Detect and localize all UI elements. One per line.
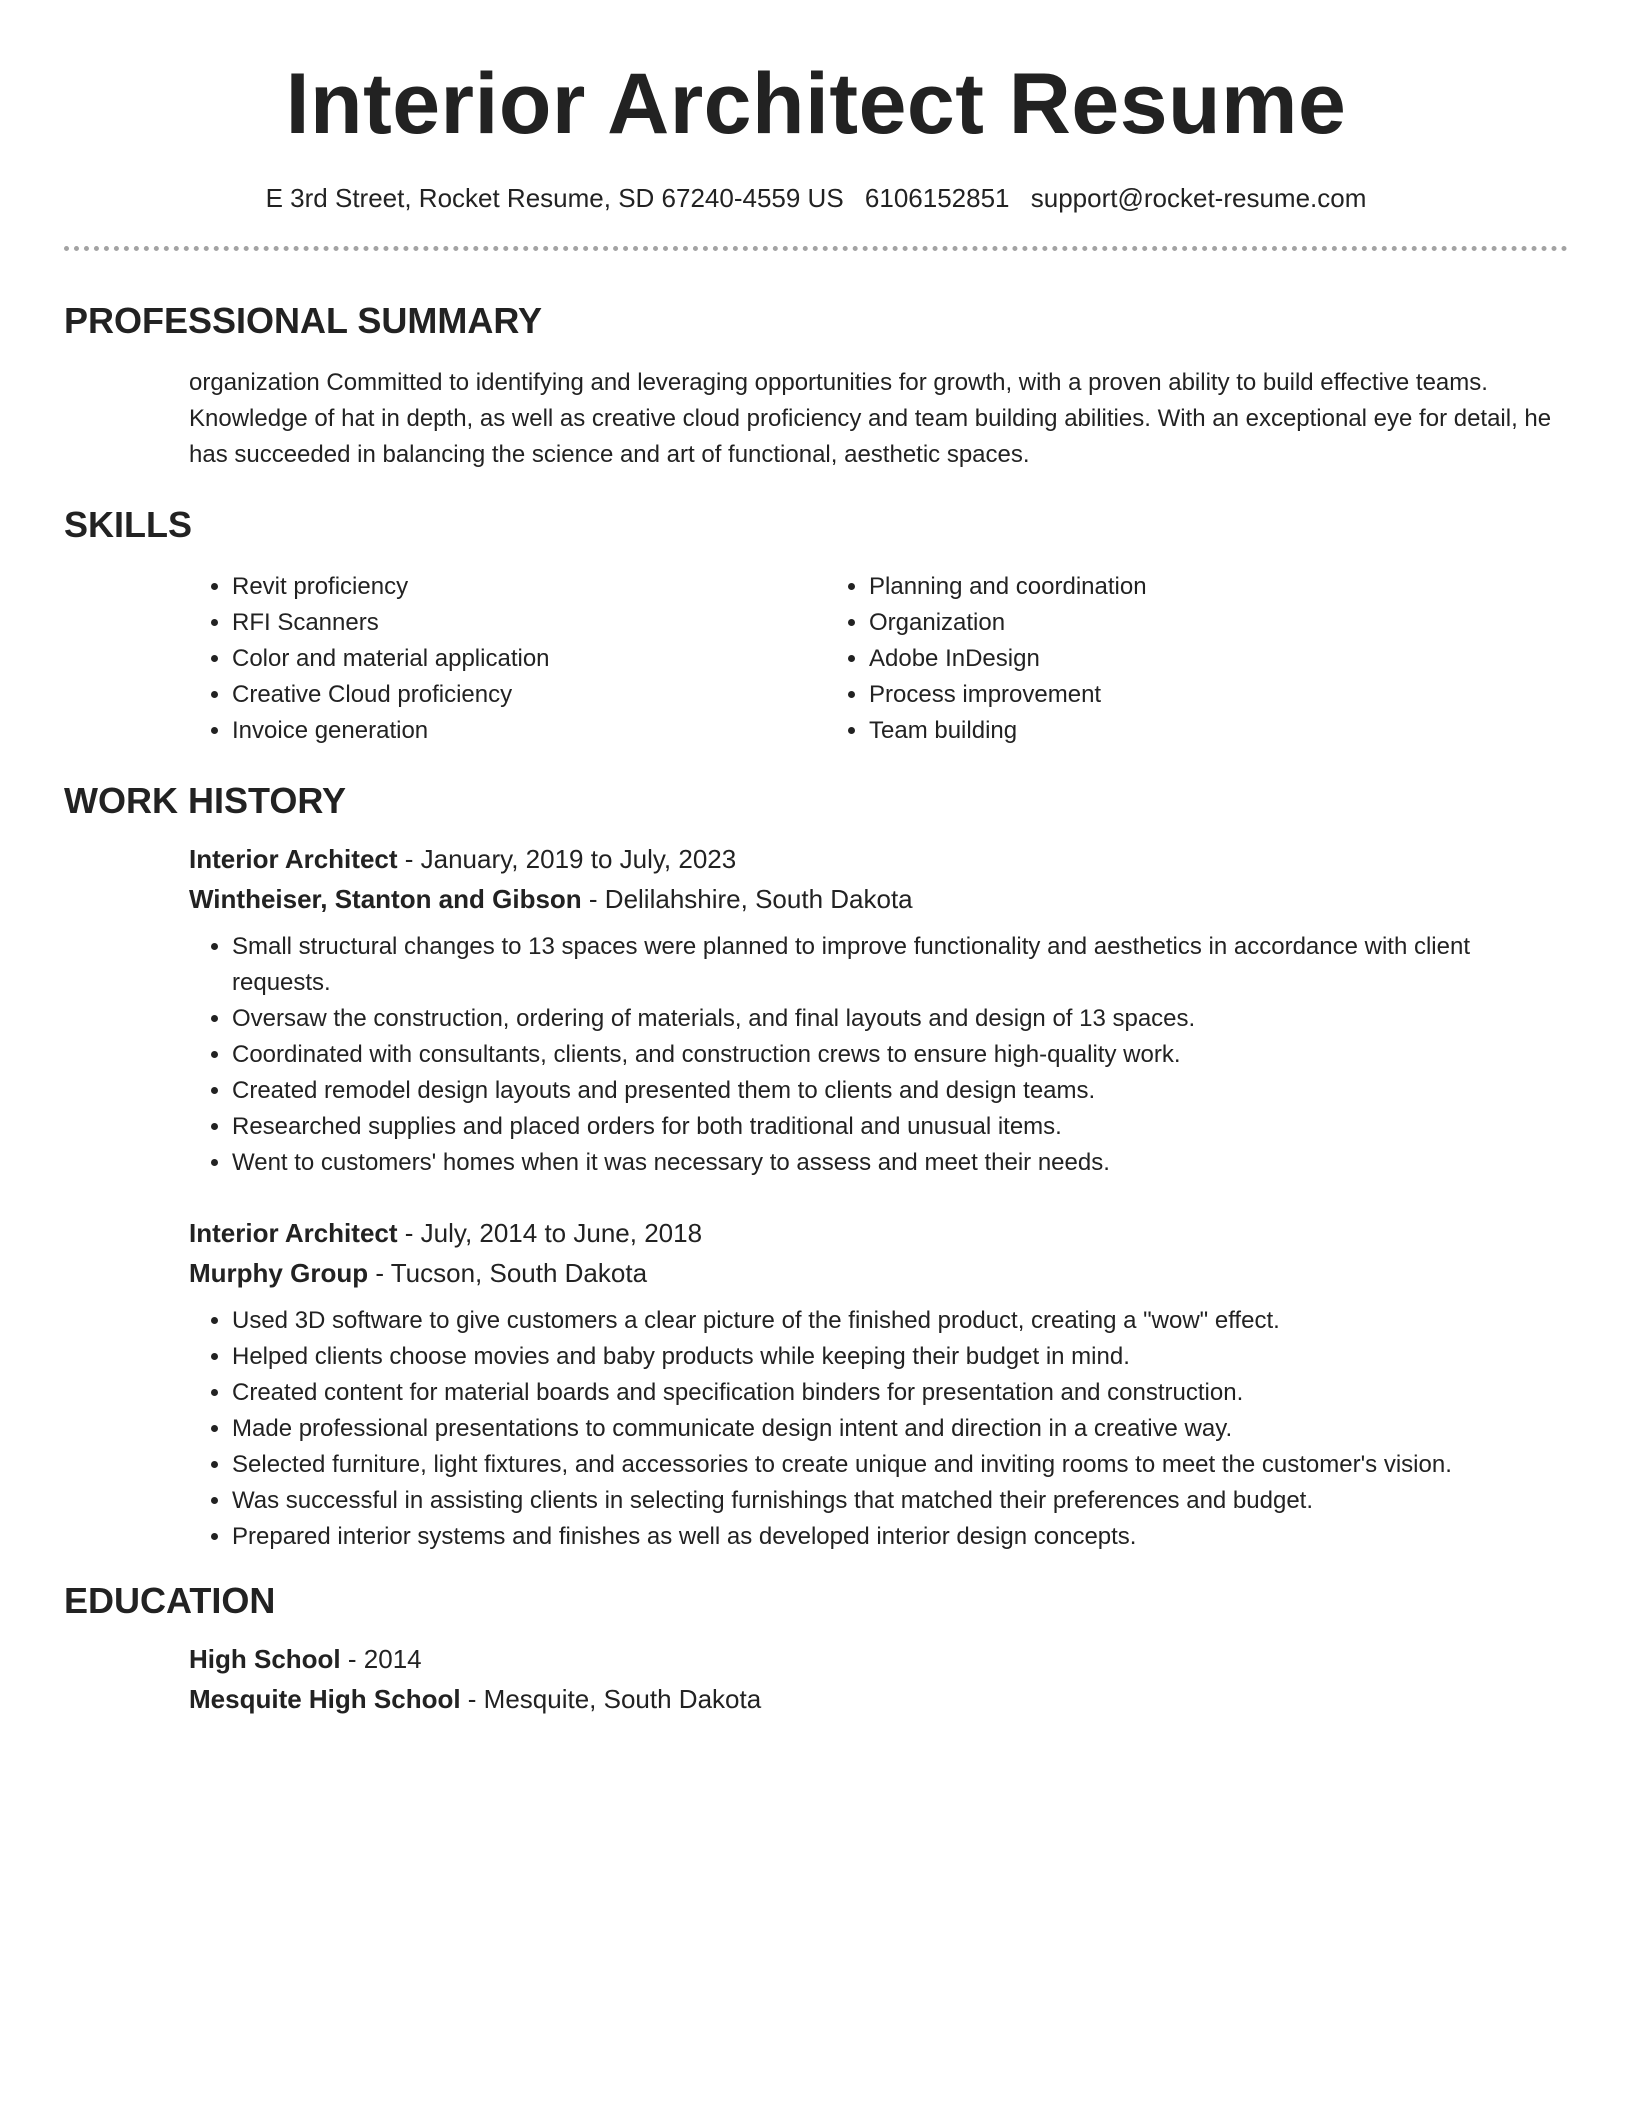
responsibility-item: • Small structural changes to 13 spaces were planned to improve functionality and aesthetics in accordance with client requests. [232,929,1568,1001]
contact-email[interactable]: support@rocket-resume.com [1030,183,1367,213]
responsibility-item: • Coordinated with consultants, clients, and construction crews to ensure high-quality work. [232,1037,1568,1073]
skills-list [189,569,1568,749]
contact-phone: 6106152851 [864,183,1010,213]
skills-heading: SKILLS [64,504,193,545]
skill-item: • RFI Scanners [232,605,826,641]
education-school: Mesquite High School [189,1684,461,1714]
header-divider [64,246,1568,251]
job-entry [64,1213,1568,1555]
skill-item: • Organization [869,605,1568,641]
responsibility-item: • Used 3D software to give customers a clear picture of the finished product, creating a "wow" effect. [232,1303,1568,1339]
employer-name: Wintheiser, Stanton and Gibson [189,884,582,914]
skill-item: • Process improvement [869,677,1568,713]
job-responsibilities [189,1303,1568,1555]
job-title: Interior Architect [189,844,398,874]
education-heading: EDUCATION [64,1580,276,1621]
job-title-line [189,839,1568,879]
skills-column-left [189,569,826,749]
job-dates: - January, 2019 to July, 2023 [397,844,737,874]
education-location: - Mesquite, South Dakota [460,1684,762,1714]
job-dates: - July, 2014 to June, 2018 [397,1218,703,1248]
employer-line [189,1253,1568,1293]
employer-name: Murphy Group [189,1258,369,1288]
skill-item: • Team building [869,713,1568,749]
education-degree-line [189,1639,1568,1679]
responsibility-item: • Selected furniture, light fixtures, and accessories to create unique and inviting rooms to meet the customer's vision. [232,1447,1568,1483]
job-entry [64,839,1568,1181]
employer-location: - Delilahshire, South Dakota [581,884,913,914]
responsibility-item: • Created remodel design layouts and presented them to clients and design teams. [232,1073,1568,1109]
work-history-heading: WORK HISTORY [64,780,347,821]
responsibility-item: • Helped clients choose movies and baby products while keeping their budget in mind. [232,1339,1568,1375]
skill-item: • Creative Cloud proficiency [232,677,826,713]
skill-item: • Color and material application [232,641,826,677]
skill-item: • Adobe InDesign [869,641,1568,677]
responsibility-item: • Oversaw the construction, ordering of materials, and final layouts and design of 13 spaces. [232,1001,1568,1037]
job-spacer [64,1181,1568,1197]
summary-text: organization Committed to identifying and leveraging opportunities for growth, with a proven ability to build effective teams. Knowledge of hat in depth, as well as creative cloud proficiency and team building abilities. With an exceptional eye for detail, he has succeeded in balancing the science and art of functional, aesthetic spaces. [189,369,1552,468]
skills-column-right [826,569,1568,749]
responsibility-item: • Researched supplies and placed orders for both traditional and unusual items. [232,1109,1568,1145]
employer-location: - Tucson, South Dakota [368,1258,648,1288]
skill-item: • Invoice generation [232,713,826,749]
job-responsibilities [189,929,1568,1181]
contact-address: E 3rd Street, Rocket Resume, SD 67240-4559 US [265,183,844,213]
responsibility-item: • Created content for material boards and specification binders for presentation and construction. [232,1375,1568,1411]
page-title: Interior Architect Resume [285,56,1347,152]
education-school-line [189,1679,1568,1719]
employer-line [189,879,1568,919]
job-title: Interior Architect [189,1218,398,1248]
responsibility-item: • Prepared interior systems and finishes as well as developed interior design concepts. [232,1519,1568,1555]
responsibility-item: • Was successful in assisting clients in selecting furnishings that matched their preferences and budget. [232,1483,1568,1519]
skill-item: • Planning and coordination [869,569,1568,605]
education-degree: High School [189,1644,341,1674]
responsibility-item: • Made professional presentations to communicate design intent and direction in a creative way. [232,1411,1568,1447]
responsibility-item: • Went to customers' homes when it was necessary to assess and meet their needs. [232,1145,1568,1181]
skill-item: • Revit proficiency [232,569,826,605]
education-year: - 2014 [340,1644,422,1674]
contact-info [64,182,1568,214]
job-title-line [189,1213,1568,1253]
summary-heading: PROFESSIONAL SUMMARY [64,300,543,341]
